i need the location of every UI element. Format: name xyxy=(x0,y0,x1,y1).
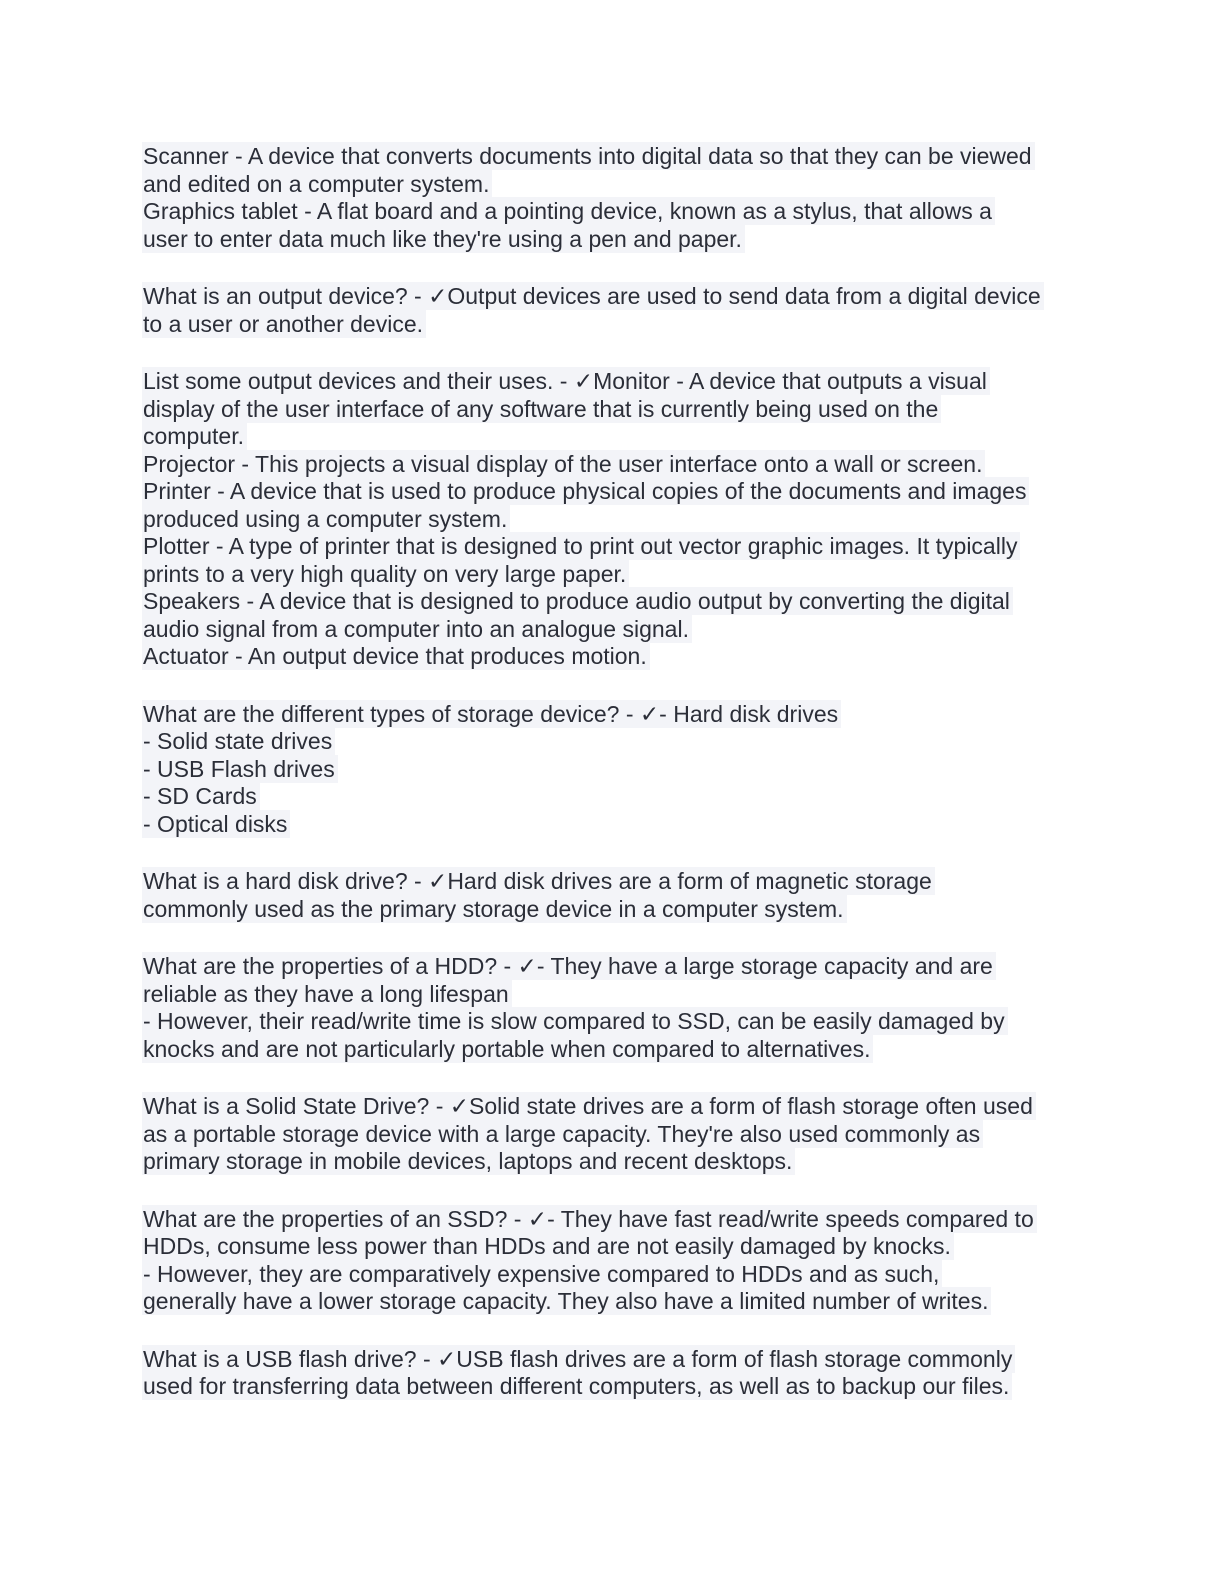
flashcard-scanner-tablet xyxy=(142,143,1082,253)
text-line: and edited on a computer system. xyxy=(142,171,1082,199)
text-line: user to enter data much like they're using a pen and paper. xyxy=(142,226,1082,254)
text-line: - USB Flash drives xyxy=(142,756,1082,784)
text-line: to a user or another device. xyxy=(142,311,1082,339)
flashcard-storage-types xyxy=(142,701,1082,839)
text-line: - However, they are comparatively expensive compared to HDDs and as such, xyxy=(142,1261,1082,1289)
text-line: - Solid state drives xyxy=(142,728,1082,756)
text-line: What is a Solid State Drive? - ✓Solid state drives are a form of flash storage often used xyxy=(142,1093,1082,1121)
text-line: as a portable storage device with a large capacity. They're also used commonly as xyxy=(142,1121,1082,1149)
flashcard-ssd-definition xyxy=(142,1093,1082,1176)
text-line: - SD Cards xyxy=(142,783,1082,811)
text-line: What are the properties of an SSD? - ✓- They have fast read/write speeds compared to xyxy=(142,1206,1082,1234)
flashcard-output-devices-list xyxy=(142,368,1082,671)
text-line: Scanner - A device that converts documents into digital data so that they can be viewed xyxy=(142,143,1082,171)
text-line: List some output devices and their uses. - ✓Monitor - A device that outputs a visual xyxy=(142,368,1082,396)
flashcard-hdd-definition xyxy=(142,868,1082,923)
text-line: used for transferring data between different computers, as well as to backup our files. xyxy=(142,1373,1082,1401)
text-line: display of the user interface of any software that is currently being used on the xyxy=(142,396,1082,424)
text-line: Projector - This projects a visual display of the user interface onto a wall or screen. xyxy=(142,451,1082,479)
text-line: prints to a very high quality on very large paper. xyxy=(142,561,1082,589)
document-body xyxy=(142,143,1082,1431)
text-line: computer. xyxy=(142,423,1082,451)
text-line: Plotter - A type of printer that is designed to print out vector graphic images. It typically xyxy=(142,533,1082,561)
text-line: commonly used as the primary storage device in a computer system. xyxy=(142,896,1082,924)
text-line: reliable as they have a long lifespan xyxy=(142,981,1082,1009)
text-line: - Optical disks xyxy=(142,811,1082,839)
text-line: Speakers - A device that is designed to produce audio output by converting the digital xyxy=(142,588,1082,616)
text-line: What is a USB flash drive? - ✓USB flash drives are a form of flash storage commonly xyxy=(142,1346,1082,1374)
text-line: What are the properties of a HDD? - ✓- They have a large storage capacity and are xyxy=(142,953,1082,981)
text-line: What is a hard disk drive? - ✓Hard disk drives are a form of magnetic storage xyxy=(142,868,1082,896)
text-line: audio signal from a computer into an analogue signal. xyxy=(142,616,1082,644)
text-line: What are the different types of storage device? - ✓- Hard disk drives xyxy=(142,701,1082,729)
text-line: generally have a lower storage capacity. They also have a limited number of writes. xyxy=(142,1288,1082,1316)
flashcard-usb-definition xyxy=(142,1346,1082,1401)
text-line: Graphics tablet - A flat board and a pointing device, known as a stylus, that allows a xyxy=(142,198,1082,226)
text-line: What is an output device? - ✓Output devices are used to send data from a digital device xyxy=(142,283,1082,311)
text-line: knocks and are not particularly portable when compared to alternatives. xyxy=(142,1036,1082,1064)
text-line: produced using a computer system. xyxy=(142,506,1082,534)
flashcard-hdd-properties xyxy=(142,953,1082,1063)
flashcard-output-device xyxy=(142,283,1082,338)
flashcard-ssd-properties xyxy=(142,1206,1082,1316)
text-line: - However, their read/write time is slow compared to SSD, can be easily damaged by xyxy=(142,1008,1082,1036)
text-line: HDDs, consume less power than HDDs and are not easily damaged by knocks. xyxy=(142,1233,1082,1261)
text-line: primary storage in mobile devices, laptops and recent desktops. xyxy=(142,1148,1082,1176)
text-line: Actuator - An output device that produces motion. xyxy=(142,643,1082,671)
text-line: Printer - A device that is used to produce physical copies of the documents and images xyxy=(142,478,1082,506)
